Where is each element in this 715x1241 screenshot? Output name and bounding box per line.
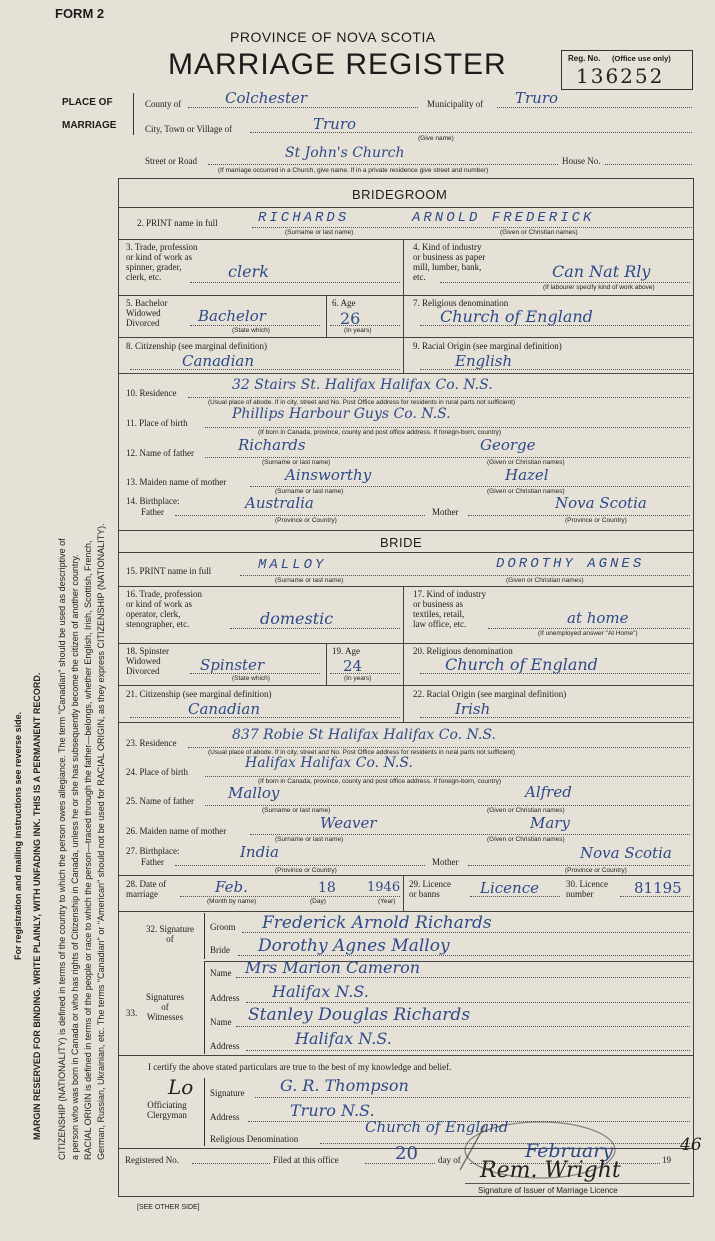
county-line [188, 107, 418, 108]
filed-day: 20 [395, 1143, 418, 1164]
q17-caption: (If unemployed answer "At Home") [538, 630, 638, 637]
margin-line-4: a person who was born in Canada or who has rights of Citizenship in Canada, unless he or she has subsequently become the citizen of another country. [70, 554, 80, 1160]
clergy-addr-label: Address [210, 1112, 240, 1122]
groom-birth: Phillips Harbour Guys Co. N.S. [232, 406, 451, 422]
residence-caption: (Usual place of abode. If in city, street and No. Post Office address for residents in rural parts not sufficient) [208, 399, 516, 406]
q14-mother-label: Mother [432, 507, 459, 517]
divider [118, 295, 693, 296]
witness1-address: Halifax N.S. [272, 982, 369, 1001]
q17-label: 17. Kind of industry or business as textiles, retail, law office, etc. [413, 589, 486, 629]
bride-given: DOROTHY AGNES [496, 556, 645, 572]
birth-line [205, 427, 690, 428]
divider [118, 911, 693, 912]
filed-year: 46 [680, 1135, 702, 1155]
groom-surname: RICHARDS [258, 210, 350, 226]
marriage-day: 18 [318, 880, 336, 896]
licence-or-banns: Licence [480, 879, 539, 897]
father-bp-line [175, 515, 425, 516]
w1-name-line [236, 977, 690, 978]
groom-sig-label: Groom [210, 922, 236, 932]
divider [118, 722, 693, 723]
groom-mother-surname: Ainsworthy [285, 466, 372, 484]
bride-mother-bp-line [468, 865, 690, 866]
street-label: Street or Road [145, 156, 197, 166]
divider [118, 337, 693, 338]
q14-father-label: Father [141, 507, 164, 517]
q23-label: 23. Residence [126, 738, 177, 748]
q22-label: 22. Racial Origin (see marginal definition) [413, 689, 567, 699]
clergy-denomination: Church of England [365, 1118, 509, 1136]
q27-label: 27. Birthplace: [126, 846, 180, 856]
bride-citizenship: Canadian [188, 700, 261, 718]
filed-day-line [365, 1163, 435, 1164]
bridegroom-heading: BRIDEGROOM [352, 187, 448, 202]
bride-mother-surname: Weaver [320, 814, 377, 832]
give-name-caption: (Give name) [418, 135, 454, 142]
year-prefix: 19 [662, 1155, 671, 1165]
place-label-1: PLACE OF [62, 97, 113, 108]
mother-surname-caption: (Surname or last name) [275, 488, 344, 495]
city-value: Truro [313, 115, 357, 133]
issuer-signature: Rem. Wright [480, 1158, 621, 1183]
page-title: MARRIAGE REGISTER [168, 48, 507, 81]
divider [118, 1055, 693, 1056]
groom-industry: Can Nat Rly [552, 262, 651, 281]
father-bp-caption: (Province or Country) [275, 517, 337, 524]
q4-label: 4. Kind of industry or business as paper mill, lumber, bank, etc. [413, 242, 486, 282]
clergy-signature: G. R. Thompson [280, 1076, 409, 1095]
bride-mother-given-caption: (Given or Christian names) [487, 836, 565, 843]
father-surname-caption: (Surname or last name) [262, 459, 331, 466]
witness2-name: Stanley Douglas Richards [248, 1005, 471, 1025]
q19-label: 19. Age [332, 646, 360, 656]
groom-signature: Frederick Arnold Richards [262, 913, 492, 933]
w1-addr-line [246, 1002, 690, 1003]
registered-line [192, 1163, 270, 1164]
q6-label: 6. Age [332, 298, 356, 308]
age-line [330, 325, 400, 326]
bride-birth-line [205, 776, 690, 777]
groom-religion: Church of England [440, 307, 593, 326]
marriage-date-line [180, 896, 400, 897]
bride-origin: Irish [455, 700, 491, 718]
mother-bp-caption: (Province or Country) [565, 517, 627, 524]
certify-text: I certify the above stated particulars are true to the best of my knowledge and belief. [148, 1062, 452, 1072]
q27-mother-label: Mother [432, 857, 459, 867]
bride-mother-line [250, 834, 690, 835]
bride-mother-birthplace: Nova Scotia [580, 844, 672, 862]
bride-in-years-caption: (In years) [344, 675, 372, 682]
q24-label: 24. Place of birth [126, 767, 188, 777]
bride-sig-line [238, 955, 690, 956]
w1-addr-label: Address [210, 993, 240, 1003]
margin-line-1: For registration and mailing instructions see reverse side. [13, 711, 23, 960]
q20-label: 20. Religious denomination [413, 646, 513, 656]
groom-father-given: George [480, 436, 536, 454]
marriage-year: 1946 [367, 880, 401, 895]
q30-label: 30. Licence number [566, 879, 608, 899]
province-title: PROVINCE OF NOVA SCOTIA [230, 29, 436, 45]
groom-mother-given: Hazel [505, 466, 549, 484]
w1-name-label: Name [210, 968, 232, 978]
bride-trade: domestic [260, 609, 334, 628]
q14-label: 14. Birthplace: [126, 496, 180, 506]
q7-label: 7. Religious denomination [413, 298, 509, 308]
licence-line [470, 896, 560, 897]
father-given-caption: (Given or Christian names) [487, 459, 565, 466]
denom-label: Religious Denomination [210, 1134, 299, 1144]
street-caption: (If marriage occurred in a Church, give name. If in a private residence give street and number) [218, 167, 489, 174]
groom-mother-birthplace: Nova Scotia [555, 494, 647, 512]
bride-mother-bp-caption: (Province or Country) [565, 867, 627, 874]
bride-surname-caption: (Surname or last name) [275, 577, 344, 584]
divider [118, 643, 693, 644]
divider [326, 643, 327, 685]
q8-label: 8. Citizenship (see marginal definition) [126, 341, 268, 351]
citizenship-line [130, 369, 400, 370]
bride-age-line [330, 673, 400, 674]
q33-label: 33. [126, 1008, 138, 1018]
municipality-line [497, 107, 692, 108]
q4-caption: (If labourer specify kind of work above) [543, 284, 655, 291]
groom-surname-caption: (Surname or last name) [285, 229, 354, 236]
bride-given-caption: (Given or Christian names) [506, 577, 584, 584]
divider [118, 239, 693, 240]
municipality-value: Truro [515, 89, 559, 107]
clergy-initial: Lo [168, 1075, 194, 1099]
margin-line-6: German, Russian, Ukrainian, etc. The terms "Canadian" or "American" should not be used for RACIAL ORIGIN, as they express CITIZENSHIP (NATIONALITY). [96, 523, 106, 1160]
clergy-address: Truro N.S. [290, 1101, 375, 1120]
officiating-label: Officiating Clergyman [147, 1100, 187, 1120]
witnesses-label: Signatures of Witnesses [146, 992, 184, 1022]
bride-heading: BRIDE [380, 535, 423, 550]
place-bracket [133, 93, 138, 135]
w2-name-line [236, 1026, 690, 1027]
bride-religion: Church of England [445, 655, 598, 674]
w2-addr-line [246, 1050, 690, 1051]
groom-name-line [252, 227, 692, 228]
reg-no-value: 136252 [576, 64, 665, 88]
mother-given-caption: (Given or Christian names) [487, 488, 565, 495]
bride-father-bp-line [175, 865, 425, 866]
bride-sig-label: Bride [210, 945, 230, 955]
q2-text: 2. PRINT name in full [137, 218, 218, 228]
q11-label: 11. Place of birth [126, 418, 188, 428]
bride-birth-caption: (If born in Canada, province, county and post office address. If foreign-born, country) [258, 778, 502, 785]
place-label-2: MARRIAGE [62, 120, 117, 131]
stamp-mark [440, 1115, 620, 1185]
marriage-month: Feb. [215, 878, 248, 896]
registered-label: Registered No. [125, 1155, 179, 1165]
county-label: County of [145, 99, 182, 109]
bride-father-given: Alfred [525, 783, 572, 801]
q32-bracket [204, 913, 209, 959]
q13-label: 13. Maiden name of mother [126, 477, 227, 487]
bride-age: 24 [343, 657, 363, 675]
groom-father-surname: Richards [238, 436, 306, 454]
bride-mother-surname-caption: (Surname or last name) [275, 836, 344, 843]
bride-name-line [240, 575, 690, 576]
form-number: FORM 2 [55, 6, 105, 21]
q18-label: 18. Spinster Widowed Divorced [126, 646, 170, 676]
in-years-caption: (In years) [344, 327, 372, 334]
q26-label: 26. Maiden name of mother [126, 826, 227, 836]
reg-no-box [561, 50, 693, 90]
bride-father-surname-caption: (Surname or last name) [262, 807, 331, 814]
divider [118, 373, 693, 374]
groom-given: ARNOLD FREDERICK [412, 210, 595, 226]
q15-label: 15. PRINT name in full [126, 566, 212, 576]
mother-line [250, 486, 690, 487]
bride-industry: at home [567, 609, 629, 627]
divider [403, 875, 404, 911]
bride-state-which-caption: (State which) [232, 675, 270, 682]
house-line [605, 164, 692, 165]
groom-status: Bachelor [198, 307, 266, 325]
q28-label: 28. Date of marriage [126, 879, 167, 899]
q16-label: 16. Trade, profession or kind of work as operator, clerk, stenographer, etc. [126, 589, 202, 629]
groom-father-birthplace: Australia [245, 494, 314, 512]
q12-label: 12. Name of father [126, 448, 194, 458]
bride-birth: Halifax Halifax Co. N.S. [245, 755, 413, 771]
bride-industry-line [488, 628, 690, 629]
father-line [205, 457, 690, 458]
divider [118, 207, 693, 208]
margin-line-3: CITIZENSHIP (NATIONALITY) is defined in terms of the country to which the person owes allegiance. The term "Canadian" should be used as descriptive of [57, 538, 67, 1160]
religion-line [420, 325, 690, 326]
municipality-label: Municipality of [427, 99, 484, 109]
year-caption: (Year) [378, 898, 396, 905]
q25-label: 25. Name of father [126, 796, 194, 806]
day-caption: (Day) [310, 898, 326, 905]
divider [118, 586, 693, 587]
bride-surname: MALLOY [258, 557, 327, 573]
day-of-label: day of [438, 1155, 461, 1165]
city-label: City, Town or Village of [145, 124, 233, 134]
q3-label: 3. Trade, profession or kind of work as spinner, grader, clerk, etc. [126, 242, 198, 282]
q29-label: 29. Licence or banns [409, 879, 451, 899]
bride-signature: Dorothy Agnes Malloy [258, 936, 450, 956]
county-value: Colchester [225, 89, 308, 107]
divider [118, 875, 693, 876]
industry-line [440, 282, 690, 283]
reg-no-label: Reg. No. [568, 54, 601, 63]
clergy-sig-line [255, 1097, 690, 1098]
see-other-side: [SEE OTHER SIDE] [137, 1204, 200, 1211]
state-which-caption: (State which) [232, 327, 270, 334]
month-caption: (Month by name) [207, 898, 257, 905]
witness-bracket [204, 962, 209, 1054]
issuer-caption: Signature of Issuer of Marriage Licence [478, 1186, 618, 1195]
w2-name-label: Name [210, 1017, 232, 1027]
clergy-sig-label: Signature [210, 1088, 245, 1098]
bride-status-line [190, 673, 320, 674]
divider [403, 586, 404, 722]
groom-citizenship: Canadian [182, 352, 255, 370]
divider [326, 295, 327, 337]
witness1-name: Mrs Marion Cameron [245, 958, 421, 977]
q5-label: 5. Bachelor Widowed Divorced [126, 298, 168, 328]
filed-month: February [525, 1140, 614, 1162]
status-line [190, 325, 320, 326]
bride-mother-given: Mary [530, 814, 570, 832]
q10-label: 10. Residence [126, 388, 177, 398]
clergy-bracket [204, 1078, 209, 1146]
witness2-address: Halifax N.S. [295, 1029, 392, 1048]
groom-trade: clerk [228, 262, 269, 281]
margin-line-5: RACIAL ORIGIN is defined in terms of the people or race to which the person—traced through the father—belongs, whether English, Irish, Scottish, French, [83, 540, 93, 1160]
q32-label: 32. Signature of [146, 924, 194, 944]
licence-number: 81195 [634, 879, 682, 897]
divider [118, 552, 693, 553]
residence-line [188, 397, 690, 398]
divider [403, 239, 404, 373]
origin-line [420, 369, 690, 370]
bride-trade-line [230, 628, 400, 629]
groom-given-caption: (Given or Christian names) [500, 229, 578, 236]
q9-label: 9. Racial Origin (see marginal definition) [413, 341, 562, 351]
w2-addr-label: Address [210, 1041, 240, 1051]
bride-status: Spinster [200, 656, 265, 674]
mother-bp-line [468, 515, 690, 516]
bride-father-line [205, 805, 690, 806]
street-line [208, 164, 558, 165]
groom-sig-line [242, 932, 690, 933]
q27-father-label: Father [141, 857, 164, 867]
bride-residence: 837 Robie St Halifax Halifax Co. N.S. [232, 727, 496, 743]
divider [118, 685, 693, 686]
bride-father-birthplace: India [240, 843, 279, 861]
birth-caption: (If born in Canada, province, county and post office address. If foreign-born, country) [258, 429, 502, 436]
bride-residence-line [188, 747, 690, 748]
margin-line-2: MARGIN RESERVED FOR BINDING. WRITE PLAINLY, WITH UNFADING INK. THIS IS A PERMANENT RECORD. [32, 672, 42, 1140]
bride-origin-line [420, 717, 690, 718]
binding-margin [12, 20, 122, 1160]
groom-age: 26 [340, 309, 361, 328]
bride-residence-caption: (Usual place of abode. If in city, street and No. Post Office address for residents in rural parts not sufficient) [208, 749, 516, 756]
bride-father-surname: Malloy [228, 784, 280, 802]
reg-no-note: (Office use only) [612, 54, 671, 63]
bride-religion-line [420, 673, 690, 674]
bride-citizenship-line [130, 717, 400, 718]
house-label: House No. [562, 156, 601, 166]
groom-origin: English [455, 352, 513, 370]
bride-father-bp-caption: (Province or Country) [275, 867, 337, 874]
q2-label [137, 218, 218, 228]
bride-father-given-caption: (Given or Christian names) [487, 807, 565, 814]
divider [118, 530, 693, 531]
street-value: St John's Church [285, 145, 405, 161]
groom-residence: 32 Stairs St. Halifax Halifax Co. N.S. [232, 377, 493, 393]
q21-label: 21. Citizenship (see marginal definition) [126, 689, 272, 699]
trade-line [190, 282, 400, 283]
licence-no-line [620, 896, 690, 897]
filed-label: Filed at this office [273, 1155, 339, 1165]
